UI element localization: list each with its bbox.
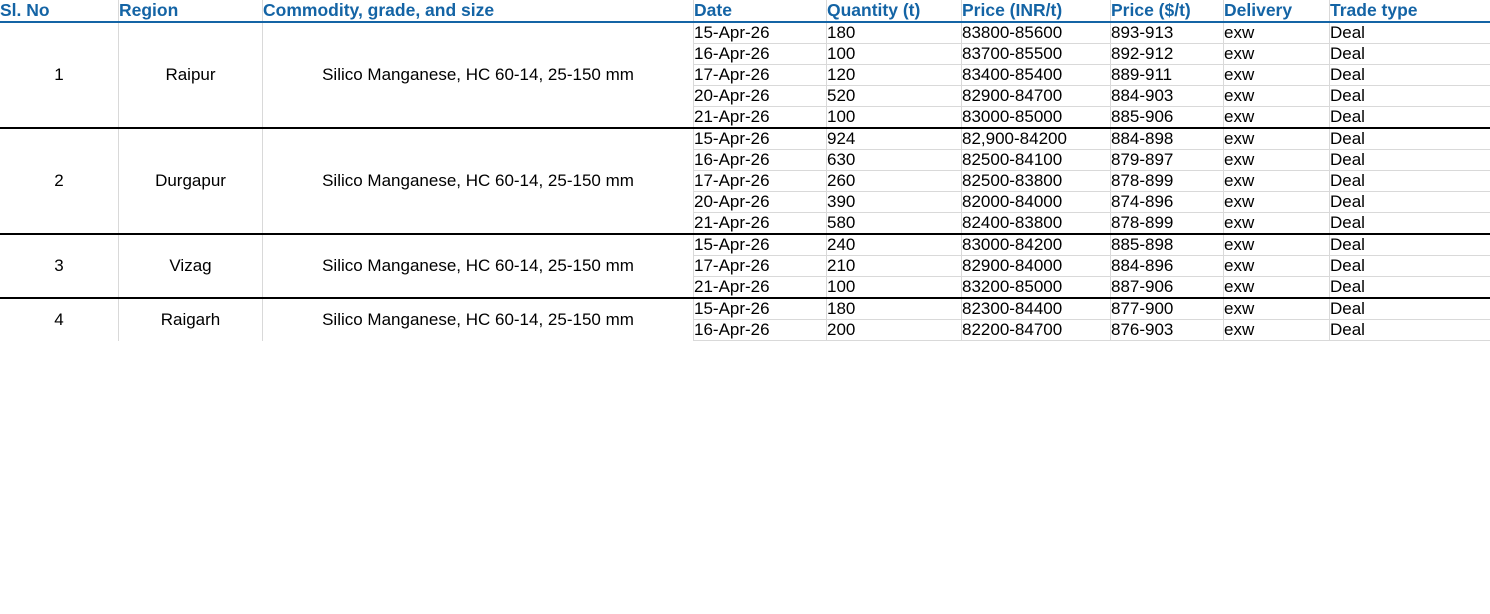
- cell-price-inr: 83200-85000: [962, 277, 1111, 299]
- cell-price-inr: 83700-85500: [962, 44, 1111, 65]
- cell-price-usd: 885-898: [1111, 234, 1224, 256]
- cell-date: 20-Apr-26: [694, 86, 827, 107]
- cell-price-inr: 82400-83800: [962, 213, 1111, 235]
- cell-price-usd: 884-898: [1111, 128, 1224, 150]
- cell-price-inr: 83000-84200: [962, 234, 1111, 256]
- cell-delivery: exw: [1224, 234, 1330, 256]
- cell-price-usd: 876-903: [1111, 320, 1224, 341]
- cell-date: 15-Apr-26: [694, 234, 827, 256]
- cell-sl-no: 2: [0, 128, 119, 234]
- cell-trade-type: Deal: [1330, 150, 1490, 171]
- cell-quantity: 200: [827, 320, 962, 341]
- cell-date: 15-Apr-26: [694, 298, 827, 320]
- cell-trade-type: Deal: [1330, 192, 1490, 213]
- column-header-delivery: Delivery: [1224, 0, 1330, 22]
- cell-delivery: exw: [1224, 86, 1330, 107]
- cell-price-usd: 892-912: [1111, 44, 1224, 65]
- cell-price-usd: 885-906: [1111, 107, 1224, 129]
- cell-delivery: exw: [1224, 256, 1330, 277]
- cell-trade-type: Deal: [1330, 86, 1490, 107]
- cell-price-inr: 82000-84000: [962, 192, 1111, 213]
- cell-date: 17-Apr-26: [694, 65, 827, 86]
- cell-delivery: exw: [1224, 298, 1330, 320]
- table-header: [0, 0, 1490, 22]
- cell-delivery: exw: [1224, 22, 1330, 44]
- cell-quantity: 924: [827, 128, 962, 150]
- cell-date: 16-Apr-26: [694, 44, 827, 65]
- column-header-date: Date: [694, 0, 827, 22]
- cell-delivery: exw: [1224, 128, 1330, 150]
- table-row: [0, 234, 1490, 256]
- cell-quantity: 100: [827, 44, 962, 65]
- cell-price-usd: 878-899: [1111, 213, 1224, 235]
- cell-price-usd: 889-911: [1111, 65, 1224, 86]
- table-row: [0, 298, 1490, 320]
- cell-trade-type: Deal: [1330, 298, 1490, 320]
- cell-price-inr: 82,900-84200: [962, 128, 1111, 150]
- table-row: [0, 128, 1490, 150]
- cell-price-inr: 82900-84000: [962, 256, 1111, 277]
- cell-commodity: Silico Manganese, HC 60-14, 25-150 mm: [263, 234, 694, 298]
- column-header-sl-no: Sl. No: [0, 0, 119, 22]
- cell-date: 17-Apr-26: [694, 171, 827, 192]
- cell-quantity: 630: [827, 150, 962, 171]
- cell-price-usd: 884-903: [1111, 86, 1224, 107]
- cell-price-usd: 893-913: [1111, 22, 1224, 44]
- cell-date: 21-Apr-26: [694, 213, 827, 235]
- cell-date: 15-Apr-26: [694, 22, 827, 44]
- cell-quantity: 180: [827, 298, 962, 320]
- table-header-row: [0, 0, 1490, 22]
- cell-quantity: 120: [827, 65, 962, 86]
- cell-price-inr: 83000-85000: [962, 107, 1111, 129]
- cell-region: Durgapur: [119, 128, 263, 234]
- column-header-price-usd: Price ($/t): [1111, 0, 1224, 22]
- table-row: [0, 22, 1490, 44]
- cell-trade-type: Deal: [1330, 107, 1490, 129]
- column-header-quantity: Quantity (t): [827, 0, 962, 22]
- cell-trade-type: Deal: [1330, 44, 1490, 65]
- cell-quantity: 390: [827, 192, 962, 213]
- cell-price-inr: 82300-84400: [962, 298, 1111, 320]
- cell-quantity: 240: [827, 234, 962, 256]
- cell-quantity: 520: [827, 86, 962, 107]
- cell-delivery: exw: [1224, 107, 1330, 129]
- cell-trade-type: Deal: [1330, 22, 1490, 44]
- cell-delivery: exw: [1224, 213, 1330, 235]
- cell-sl-no: 4: [0, 298, 119, 341]
- cell-delivery: exw: [1224, 44, 1330, 65]
- cell-region: Raipur: [119, 22, 263, 128]
- cell-delivery: exw: [1224, 65, 1330, 86]
- cell-delivery: exw: [1224, 192, 1330, 213]
- cell-trade-type: Deal: [1330, 65, 1490, 86]
- cell-price-usd: 887-906: [1111, 277, 1224, 299]
- cell-delivery: exw: [1224, 277, 1330, 299]
- cell-trade-type: Deal: [1330, 128, 1490, 150]
- cell-price-usd: 884-896: [1111, 256, 1224, 277]
- cell-sl-no: 3: [0, 234, 119, 298]
- cell-commodity: Silico Manganese, HC 60-14, 25-150 mm: [263, 298, 694, 341]
- table-body: [0, 22, 1490, 341]
- cell-trade-type: Deal: [1330, 256, 1490, 277]
- cell-price-usd: 879-897: [1111, 150, 1224, 171]
- cell-commodity: Silico Manganese, HC 60-14, 25-150 mm: [263, 128, 694, 234]
- cell-delivery: exw: [1224, 171, 1330, 192]
- cell-quantity: 260: [827, 171, 962, 192]
- cell-region: Raigarh: [119, 298, 263, 341]
- cell-date: 16-Apr-26: [694, 320, 827, 341]
- cell-price-inr: 83400-85400: [962, 65, 1111, 86]
- cell-date: 21-Apr-26: [694, 277, 827, 299]
- cell-date: 17-Apr-26: [694, 256, 827, 277]
- cell-date: 20-Apr-26: [694, 192, 827, 213]
- cell-quantity: 100: [827, 277, 962, 299]
- cell-price-inr: 82900-84700: [962, 86, 1111, 107]
- cell-trade-type: Deal: [1330, 234, 1490, 256]
- cell-price-usd: 874-896: [1111, 192, 1224, 213]
- cell-date: 16-Apr-26: [694, 150, 827, 171]
- cell-delivery: exw: [1224, 150, 1330, 171]
- cell-trade-type: Deal: [1330, 171, 1490, 192]
- cell-price-inr: 82500-83800: [962, 171, 1111, 192]
- column-header-commodity: Commodity, grade, and size: [263, 0, 694, 22]
- cell-quantity: 180: [827, 22, 962, 44]
- cell-price-usd: 878-899: [1111, 171, 1224, 192]
- cell-quantity: 100: [827, 107, 962, 129]
- cell-price-inr: 83800-85600: [962, 22, 1111, 44]
- cell-date: 21-Apr-26: [694, 107, 827, 129]
- cell-sl-no: 1: [0, 22, 119, 128]
- cell-date: 15-Apr-26: [694, 128, 827, 150]
- column-header-trade-type: Trade type: [1330, 0, 1490, 22]
- cell-quantity: 580: [827, 213, 962, 235]
- cell-region: Vizag: [119, 234, 263, 298]
- cell-price-usd: 877-900: [1111, 298, 1224, 320]
- cell-trade-type: Deal: [1330, 277, 1490, 299]
- cell-commodity: Silico Manganese, HC 60-14, 25-150 mm: [263, 22, 694, 128]
- cell-trade-type: Deal: [1330, 213, 1490, 235]
- cell-price-inr: 82200-84700: [962, 320, 1111, 341]
- cell-quantity: 210: [827, 256, 962, 277]
- column-header-region: Region: [119, 0, 263, 22]
- cell-price-inr: 82500-84100: [962, 150, 1111, 171]
- column-header-price-inr: Price (INR/t): [962, 0, 1111, 22]
- cell-trade-type: Deal: [1330, 320, 1490, 341]
- cell-delivery: exw: [1224, 320, 1330, 341]
